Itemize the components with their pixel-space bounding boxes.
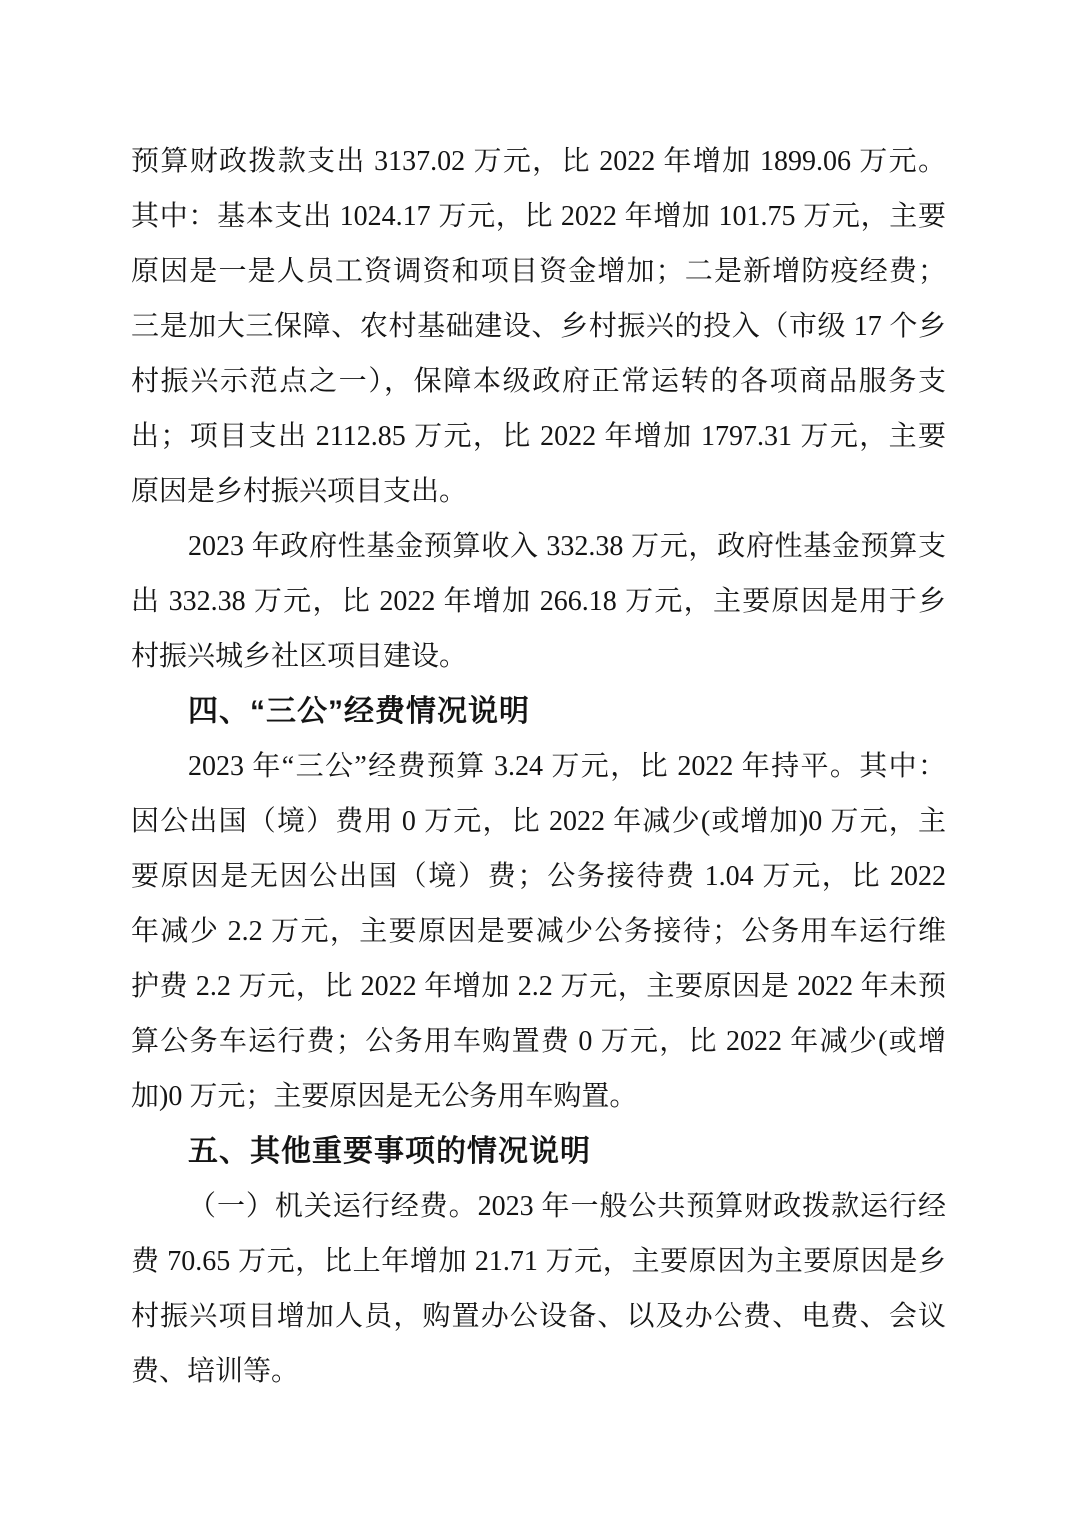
text-line: 加)0 万元；主要原因是无公务用车购置。	[131, 1081, 638, 1112]
text-line: 年减少 2.2 万元，主要原因是要减少公务接待；公务用车运行维	[131, 916, 946, 947]
paragraph-government-fund-budget	[131, 519, 946, 684]
text-line: 村振兴示范点之一），保障本级政府正常运转的各项商品服务支	[131, 366, 946, 397]
text-line: 要原因是无因公出国（境）费；公务接待费 1.04 万元，比 2022	[131, 861, 946, 892]
text-line: 出 332.38 万元，比 2022 年增加 266.18 万元，主要原因是用于乡	[131, 586, 946, 617]
text-line: 预算财政拨款支出 3137.02 万元，比 2022 年增加 1899.06 万元。	[131, 146, 946, 177]
text-line: 2023 年“三公”经费预算 3.24 万元，比 2022 年持平。其中：	[188, 751, 946, 782]
text-line: 2023 年政府性基金预算收入 332.38 万元，政府性基金预算支	[188, 531, 946, 562]
section-heading-other-important-matters: 五、其他重要事项的情况说明	[188, 1135, 591, 1168]
text-line: 费 70.65 万元，比上年增加 21.71 万元，主要原因为主要原因是乡	[131, 1246, 946, 1277]
text-line: 其中：基本支出 1024.17 万元，比 2022 年增加 101.75 万元，主要	[131, 201, 946, 232]
paragraph-three-public-expenses-detail	[131, 739, 946, 1124]
text-line: （一）机关运行经费。2023 年一般公共预算财政拨款运行经	[188, 1191, 946, 1222]
text-line: 算公务车运行费；公务用车购置费 0 万元，比 2022 年减少(或增	[131, 1026, 946, 1057]
text-line: 费、培训等。	[131, 1356, 300, 1387]
paragraph-agency-operating-costs	[131, 1179, 946, 1399]
document-text-block	[131, 134, 946, 1399]
text-line: 护费 2.2 万元，比 2022 年增加 2.2 万元，主要原因是 2022 年未预	[131, 971, 946, 1002]
text-line: 村振兴城乡社区项目建设。	[131, 641, 468, 672]
text-line: 因公出国（境）费用 0 万元，比 2022 年减少(或增加)0 万元，主	[131, 806, 946, 837]
text-line: 原因是乡村振兴项目支出。	[131, 476, 468, 507]
text-line: 村振兴项目增加人员，购置办公设备、以及办公费、电费、会议	[131, 1301, 946, 1332]
text-line: 出；项目支出 2112.85 万元，比 2022 年增加 1797.31 万元，主要	[131, 421, 946, 452]
section-heading-three-public-expenses: 四、“三公”经费情况说明	[188, 695, 530, 728]
text-line: 原因是一是人员工资调资和项目资金增加；二是新增防疫经费；	[131, 256, 946, 287]
text-line: 三是加大三保障、农村基础建设、乡村振兴的投入（市级 17 个乡	[131, 311, 946, 342]
paragraph-budget-expenditure	[131, 134, 946, 519]
